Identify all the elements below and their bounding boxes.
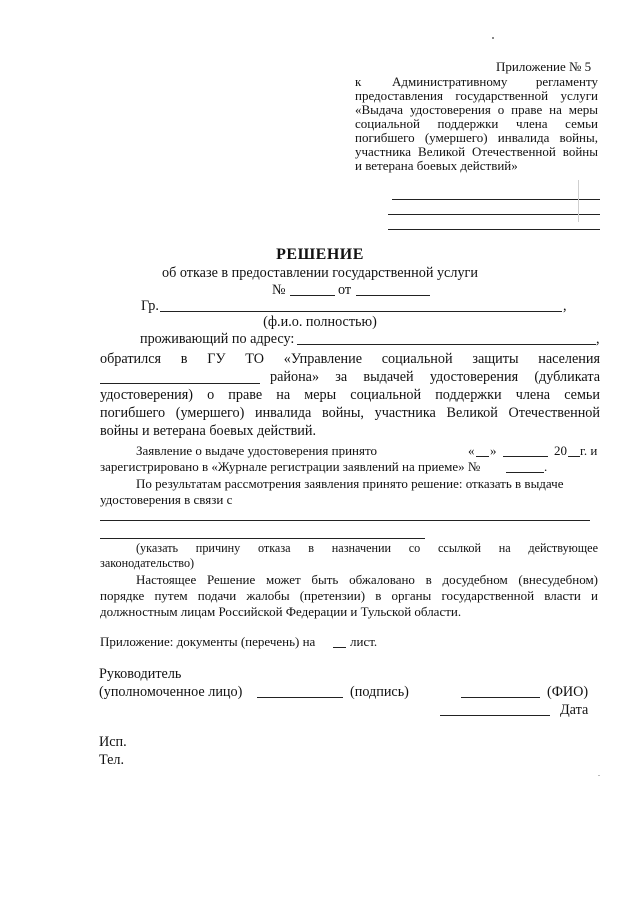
appendix-line3: «Выдача удостоверения о праве на меры	[355, 102, 598, 117]
appendix-line7: и ветерана боевых действий»	[355, 158, 518, 173]
attachment-suffix: лист.	[350, 634, 378, 649]
scan-mark	[578, 180, 579, 222]
scan-dot	[598, 775, 600, 776]
registration-number-blank	[506, 472, 544, 473]
date-label: Дата	[560, 702, 589, 718]
reason-blank-2	[100, 538, 425, 539]
citizen-name-blank	[160, 311, 562, 312]
year-suffix: г. и	[580, 443, 598, 458]
authorized-label: (уполномоченное лицо)	[99, 684, 243, 700]
p1-line2: района» за выдачей удостоверения (дубликата	[270, 369, 600, 385]
address-comma: ,	[596, 331, 600, 347]
p1-line4: погибшего (умершего) инвалида войны, участника Великой Отечественной	[100, 405, 600, 421]
address-label: проживающий по адресу:	[140, 331, 295, 347]
head-label: Руководитель	[99, 666, 182, 682]
reason-blank-1	[100, 520, 590, 521]
addressee-line-2	[388, 214, 600, 215]
fio-label: (ФИО)	[547, 684, 589, 700]
result-line1: По результатам рассмотрения заявления принято решение: отказать в выдаче	[136, 476, 564, 491]
citizen-label: Гр.	[141, 298, 159, 314]
year-prefix: 20	[554, 443, 567, 458]
appeal-line1: Настоящее Решение может быть обжаловано в досудебном (внесудебном)	[136, 572, 598, 587]
registered-text: зарегистрировано в «Журнале регистрации заявлений на приеме» №	[100, 459, 481, 474]
registered-end: .	[544, 459, 548, 474]
p1-line1: обратился в ГУ ТО «Управление социальной защиты населения	[100, 351, 600, 367]
appendix-line4: социальной поддержки члена семьи	[355, 116, 598, 131]
from-label: от	[338, 282, 352, 298]
executor-label: Исп.	[99, 734, 127, 750]
date-blank	[440, 715, 550, 716]
appendix-line1-left: к	[355, 74, 362, 89]
application-accepted: Заявление о выдаче удостоверения принято	[136, 443, 377, 458]
number-blank	[290, 295, 335, 296]
day-blank	[476, 456, 489, 457]
fio-blank	[461, 697, 540, 698]
district-blank	[100, 383, 260, 384]
scan-dot	[492, 37, 494, 39]
reason-hint-line2: законодательство)	[100, 556, 195, 570]
fio-hint: (ф.и.о. полностью)	[263, 314, 377, 330]
p1-line5: войны и ветерана боевых действий.	[100, 423, 317, 439]
citizen-comma: ,	[563, 298, 567, 314]
number-label: №	[272, 282, 286, 298]
p1-line3: удостоверения) о праве на меры социальной поддержки члена семьи	[100, 387, 600, 403]
signature-blank	[257, 697, 343, 698]
phone-label: Тел.	[99, 752, 125, 768]
date-close-quote: »	[490, 443, 497, 458]
year-blank	[568, 456, 580, 457]
address-blank	[297, 344, 596, 345]
appeal-line2: порядке путем подачи жалобы (претензии) в органы государственной власти и	[100, 588, 598, 603]
result-line2: удостоверения в связи с	[100, 492, 233, 507]
month-blank	[503, 456, 548, 457]
appendix-line5: погибшего (умершего) инвалида войны,	[355, 130, 598, 145]
addressee-line-3	[388, 229, 600, 230]
date-open-quote: «	[468, 443, 475, 458]
from-date-blank	[356, 295, 430, 296]
signature-label: (подпись)	[350, 684, 409, 700]
attachment-count-blank	[333, 647, 346, 648]
appendix-line1-right: Административному регламенту	[392, 74, 598, 89]
reason-hint-line1: (указать причину отказа в назначении со ссылкой на действующее	[136, 541, 598, 555]
appeal-line3: должностным лицам Российской Федерации и Тульской области.	[100, 604, 462, 619]
appendix-number: Приложение № 5	[496, 59, 592, 74]
document-subtitle: об отказе в предоставлении государственной услуги	[162, 265, 478, 281]
appendix-line6: участника Великой Отечественной войны	[355, 144, 598, 159]
appendix-line2: предоставления государственной услуги	[355, 88, 598, 103]
document-title: РЕШЕНИЕ	[276, 246, 364, 263]
addressee-line-1	[392, 199, 600, 200]
attachment-prefix: Приложение: документы (перечень) на	[100, 634, 316, 649]
